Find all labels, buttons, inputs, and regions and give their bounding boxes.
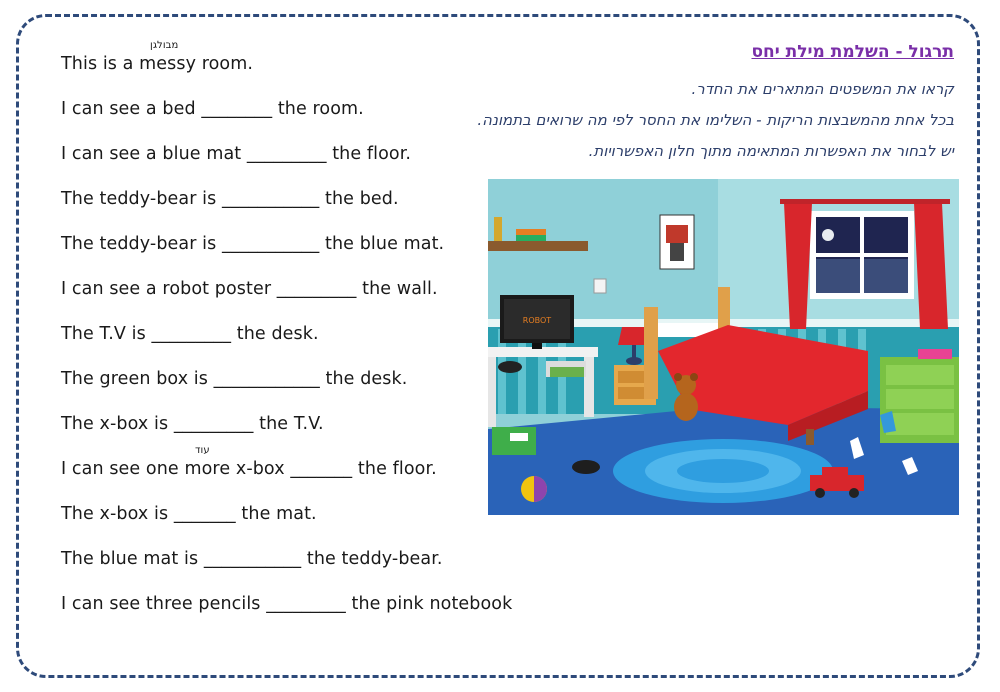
sentence-8[interactable]: The green box is ____________ the desk.	[61, 369, 408, 389]
ball	[521, 476, 547, 502]
sentence-5[interactable]: The teddy-bear is ___________ the blue mat.	[61, 234, 445, 254]
sentence-2[interactable]: I can see a bed ________ the room.	[61, 99, 364, 119]
sentence-7[interactable]: The T.V is _________ the desk.	[61, 324, 319, 344]
gloss-more: עוד	[195, 445, 210, 456]
sentence-9[interactable]: The x-box is _________ the T.V.	[61, 414, 324, 434]
sentence-1-text: This is a messy room.	[61, 54, 254, 74]
sentence-13[interactable]: I can see three pencils _________ the pink notebook	[61, 594, 513, 614]
messy-bedroom-illustration	[488, 179, 959, 515]
books-on-desk	[550, 367, 584, 377]
sentence-10[interactable]	[61, 445, 437, 479]
light-switch	[594, 279, 606, 293]
sentence-4[interactable]: The teddy-bear is ___________ the bed.	[61, 189, 399, 209]
rug-center	[677, 459, 769, 483]
instruction-line-3: יש לבחור את האפשרות המתאימה מתוך חלון האפשרויות.	[588, 142, 954, 160]
instruction-line-1: קראו את המשפטים המתארים את החדר.	[691, 80, 954, 98]
worksheet-title: תרגול - השלמת מילת יחס	[751, 42, 954, 62]
tv-screen-text: ROBOT	[522, 316, 552, 325]
instruction-line-2: בכל אחת מהמשבצות הריקות - השלימו את החסר לפי מה שרואים בתמונה.	[477, 111, 954, 129]
robot-poster	[660, 215, 694, 269]
sentence-6[interactable]: I can see a robot poster _________ the wall.	[61, 279, 438, 299]
xbox-controller-on-floor	[572, 460, 600, 474]
sentence-1	[61, 40, 254, 74]
tv	[500, 295, 574, 349]
sentence-10-text: I can see one more x-box _______ the floor.	[61, 459, 437, 479]
green-box	[492, 427, 536, 455]
gloss-messy: מבולגן	[150, 40, 179, 51]
xbox-controller-on-desk	[498, 361, 522, 373]
sentence-12[interactable]: The blue mat is ___________ the teddy-bear.	[61, 549, 443, 569]
sentence-3[interactable]: I can see a blue mat _________ the floor.	[61, 144, 412, 164]
sentence-11[interactable]: The x-box is _______ the mat.	[61, 504, 317, 524]
curtain-rod	[780, 199, 950, 204]
window	[810, 211, 914, 299]
